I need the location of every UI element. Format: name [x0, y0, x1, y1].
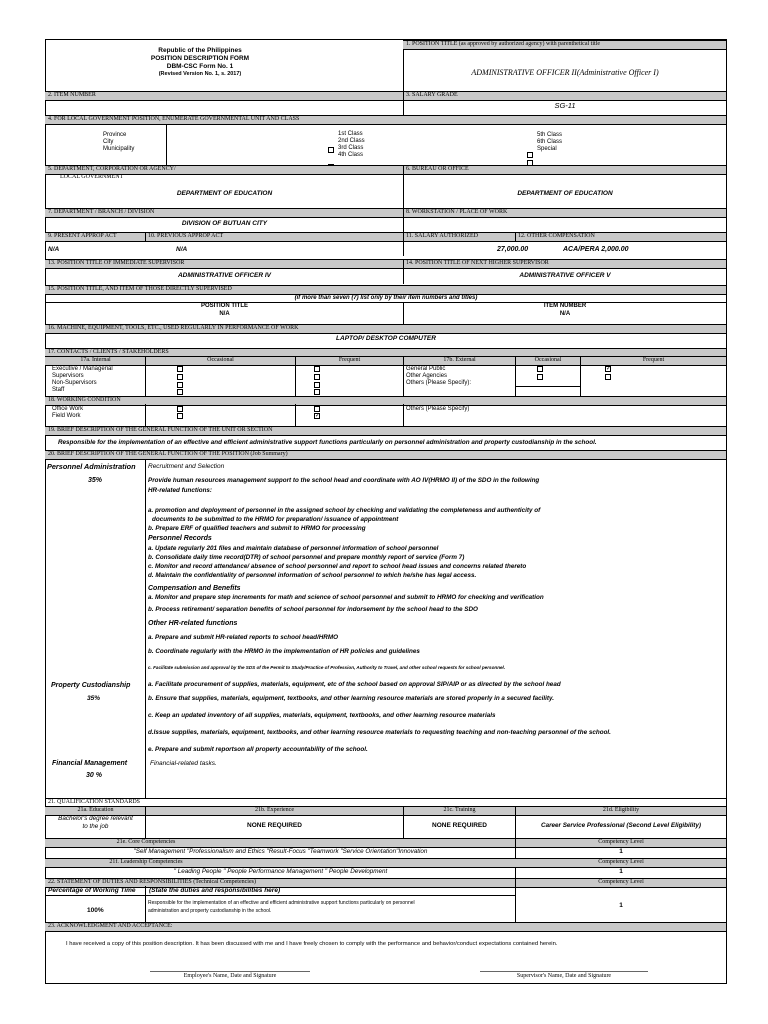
divider	[45, 895, 515, 896]
experience-header: 21b. Experience	[255, 807, 294, 813]
contact-executive: Executive / Managerial	[52, 366, 113, 372]
core-level-value: 1	[619, 848, 623, 855]
occasional-header-ext: Occasional	[534, 357, 562, 363]
condition-occasional-checkbox[interactable]	[177, 413, 183, 419]
s9-label: 9. PRESENT APPROP ACT	[48, 233, 117, 239]
salary-authorized-value: 27,000.00	[497, 246, 529, 253]
contact-general-public: General Public	[406, 366, 446, 372]
condition-frequent-checkbox[interactable]	[314, 406, 320, 412]
s16-label: 16. MACHINE, EQUIPMENT, TOOLS, ETC., USED REGULARLY IN PERFORMANCE OF WORK	[48, 325, 299, 331]
leadership-competencies-value: " Leading People " People Performance Management " People Development	[173, 868, 388, 875]
republic-label: Republic of the Philippines	[158, 47, 242, 54]
comp-item-b: b. Process retirement/ separation benefits of school personnel for indorsement by the school head to the SDO	[148, 606, 478, 613]
personnel-records-heading: Personnel Records	[148, 535, 212, 542]
occasional-checkbox[interactable]	[177, 374, 183, 380]
s2-band	[45, 91, 726, 101]
class-checkbox[interactable]	[328, 147, 334, 153]
class-3rd: 3rd Class	[338, 145, 364, 151]
education-value: Bachelor's degree relevant	[58, 815, 133, 822]
divider	[403, 404, 404, 426]
s6-label: 6. BUREAU OR OFFICE	[406, 166, 469, 172]
unit-city: City	[103, 139, 114, 145]
recruit-item-a2: documents to be submitted to the HRMO for preparation/ issuance of appointment	[152, 516, 399, 523]
ext-frequent-checkbox-checked[interactable]: ✓	[606, 366, 612, 372]
previous-approp-value: N/A	[176, 246, 188, 253]
salary-grade-value: SG-11	[554, 101, 576, 110]
other-hr-heading: Other HR-related functions	[148, 620, 238, 627]
equipment-value: LAPTOP/ DESKTOP COMPUTER	[336, 335, 436, 342]
occasional-checkbox[interactable]	[177, 382, 183, 388]
s22-level-header: Competency Level	[598, 879, 644, 885]
s3-label: 3. SALARY GRADE	[406, 92, 458, 98]
records-item-d: d. Maintain the confidentiality of personnel information of school personnel to which he/she has legal access.	[148, 572, 477, 579]
s15-label: 15. POSITION TITLE, AND ITEM OF THOSE DIRECTLY SUPERVISED	[48, 286, 232, 292]
present-approp-value: N/A	[48, 246, 60, 253]
internal-header: 17a. Internal	[80, 357, 111, 363]
comp-item-a: a. Monitor and prepare step increments for math and science of school personnel and submit to HRMO for checking and verification	[148, 594, 544, 601]
financial-text: Financial-related tasks.	[150, 760, 217, 767]
records-item-b: b. Consolidate daily time record(DTR) of school personnel and prepare monthly report of service (Form 7)	[148, 554, 465, 561]
education-value-2: to the job	[82, 823, 109, 830]
class-1st: 1st Class	[338, 131, 363, 137]
divider	[515, 878, 516, 922]
s18-label: 18. WORKING CONDITION	[48, 397, 121, 403]
leadership-level-header: Competency Level	[598, 859, 644, 865]
property-custodianship-title: Property Custodianship	[51, 682, 131, 689]
class-checkbox[interactable]	[527, 152, 533, 158]
personnel-admin-percent: 35%	[88, 477, 103, 484]
class-2nd: 2nd Class	[338, 138, 365, 144]
core-header: 21e. Core Competencies	[116, 839, 176, 845]
s15-note: (if more than seven (7) list only by their item numbers and titles)	[294, 295, 478, 301]
bureau-value: DEPARTMENT OF EDUCATION	[517, 190, 613, 197]
acknowledgment-text: I have received a copy of this position description. It has been discussed with me and I have freely chosen to comply with the performance and behavior/conduct expectations contained herein.	[66, 941, 558, 947]
frequent-checkbox[interactable]	[314, 382, 320, 388]
duty-line-2: administration and property custodianship in the school.	[148, 908, 272, 914]
divider	[145, 404, 146, 426]
frequent-checkbox[interactable]	[314, 389, 320, 395]
s19-label: 19. BRIEF DESCRIPTION OF THE GENERAL FUNCTION OF THE UNIT OR SECTION	[48, 427, 273, 433]
duties-header: (State the duties and responsibilities here)	[149, 887, 281, 894]
leadership-header: 21f. Leadership Competencies	[109, 859, 183, 865]
divider	[145, 886, 146, 922]
frequent-header-ext: Frequent	[642, 357, 665, 363]
working-time-header: Percentage of Working Time	[48, 887, 136, 894]
s23-label: 23. ACKNOWLEDGMENT AND ACCEPTANCE:	[48, 923, 173, 929]
class-5th: 5th Class	[537, 132, 563, 138]
records-item-a: a. Update regularly 201 files and maintain database of personnel information of school personnel	[148, 545, 439, 552]
divider	[166, 125, 167, 165]
external-header: 17b. External	[443, 357, 476, 363]
divider	[295, 404, 296, 426]
records-item-c: c. Monitor and record attendance/ absence of school personnel and report to school head issues and concerns related thereto	[148, 563, 527, 570]
frequent-checkbox[interactable]	[314, 366, 320, 372]
property-item-d: d.Issue supplies, materials, equipment, textbooks, and other learning resource materials to requesting teaching and non-teaching personnel of the school.	[148, 729, 611, 736]
other-compensation-value: ACA/PERA 2,000.00	[563, 246, 629, 253]
working-time-value: 100%	[87, 907, 104, 914]
recruit-item-a: a. promotion and deployment of personnel in the assigned school by checking and validating the completeness and authenticity of	[148, 507, 541, 514]
unit-municipality: Municipality	[103, 146, 135, 152]
form-number: DBM-CSC Form No. 1	[166, 63, 234, 70]
other-hr-item-b: b. Coordinate regularly with the HRMO in the implementation of HR policies and guidelines	[148, 648, 420, 655]
s5-label2: LOCAL GOVERNMENT	[60, 174, 124, 180]
condition-occasional-checkbox[interactable]	[177, 406, 183, 412]
contact-other-agencies: Other Agencies	[406, 373, 448, 379]
pa-intro-1: Provide human resources management support to the school head and coordinate with AO IV(HRMO II) of the SDO in the following	[148, 477, 540, 484]
other-hr-item-c: c. Facilitate submission and approval by the SDS of the Permit to Study/Practice of Profession, Authority to Travel, and other school requests for school personnel.	[148, 665, 506, 670]
occasional-checkbox[interactable]	[177, 389, 183, 395]
eligibility-header: 21d. Eligibility	[602, 807, 640, 813]
property-item-a: a. Facilitate procurement of supplies, materials, equipment, etc of the school based on approval SIP/AIP or as directed by the school head	[148, 681, 561, 688]
financial-management-title: Financial Management	[52, 760, 128, 767]
divider	[45, 798, 726, 799]
divider	[516, 386, 580, 387]
s13-label: 13. POSITION TITLE OF IMMEDIATE SUPERVISOR	[48, 260, 185, 266]
unit-province: Province	[103, 132, 127, 138]
contact-supervisors: Supervisors	[52, 373, 84, 379]
s8-label: 8. WORKSTATION / PLACE OF WORK	[406, 209, 508, 215]
property-item-e: e. Prepare and submit reportson all property accountability of the school.	[148, 746, 368, 753]
recruitment-heading: Recruitment and Selection	[148, 463, 225, 470]
core-competencies-value: "Self Management "Professionalism and Ethics "Result-Focus "Teamwork "Service Orientation"Innovation	[133, 848, 428, 855]
occasional-header: Occasional	[207, 357, 234, 363]
class-4th: 4th Class	[338, 152, 364, 158]
col-position-title: POSITION TITLE	[200, 303, 248, 309]
col-item-number: ITEM NUMBER	[543, 303, 587, 309]
form-title: POSITION DESCRIPTION FORM	[150, 55, 250, 62]
financial-management-percent: 30 %	[86, 772, 102, 779]
s17-label: 17. CONTACTS / CLIENTS / STAKEHOLDERS	[48, 349, 169, 355]
condition-office-work: Office Work	[52, 406, 84, 412]
form-revision: (Revised Version No. 1, s. 2017)	[158, 71, 242, 77]
class-6th: 6th Class	[537, 139, 563, 145]
core-level-header: Competency Level	[598, 839, 644, 845]
s21-label: 21. QUALIFICATION STANDARDS	[48, 799, 141, 805]
occasional-checkbox[interactable]	[177, 366, 183, 372]
other-hr-item-a: a. Prepare and submit HR-related reports to school head/HRMO	[148, 634, 338, 641]
divider	[145, 232, 146, 242]
duty-line-1: Responsible for the implementation of an effective and efficient administrative support functions particularly on personnel	[148, 900, 415, 906]
s2-label: 2. ITEM NUMBER	[48, 92, 96, 98]
s12-label: 12. OTHER COMPENSATION	[518, 233, 595, 239]
compensation-heading: Compensation and Benefits	[148, 585, 241, 592]
class-special: Special	[537, 146, 557, 152]
personnel-admin-title: Personnel Administration	[47, 462, 136, 471]
employee-signature-label: Employee's Name, Date and Signature	[183, 973, 277, 979]
unit-function-value: Responsible for the implementation of an effective and efficient administrative support functions particularly on personnel administration and property custodianship in the school.	[58, 439, 597, 446]
immediate-supervisor-value: ADMINISTRATIVE OFFICER IV	[177, 272, 272, 279]
s14-label: 14. POSITION TITLE OF NEXT HIGHER SUPERVISOR	[406, 260, 549, 266]
supervised-item-value: N/A	[559, 311, 571, 317]
pa-intro-2: HR-related functions:	[148, 487, 213, 494]
s18-band	[45, 396, 726, 406]
leadership-level-value: 1	[619, 868, 623, 875]
duty-level-value: 1	[619, 902, 623, 909]
contact-others: Others (Please Specify):	[406, 380, 472, 386]
property-item-b: b. Ensure that supplies, materials, equipment, textbooks, and other learning resource materials are stored properly in a secured facility.	[148, 695, 555, 702]
s4-label: 4. FOR LOCAL GOVERNMENT POSITION, ENUMERATE GOVERNMENTAL UNIT AND CLASS	[48, 116, 300, 122]
position-title-value: ADMINISTRATIVE OFFICER II(Administrative Officer I)	[471, 68, 659, 77]
condition-field-work: Field Work	[52, 413, 81, 419]
divider	[403, 208, 404, 232]
s22-label: 22. STATEMENT OF DUTIES AND RESPONSIBILITIES (Technical Competencies)	[48, 879, 256, 885]
frequent-checkbox[interactable]	[314, 374, 320, 380]
frame-right	[726, 39, 727, 984]
s20-label: 20. BRIEF DESCRIPTION OF THE GENERAL FUNCTION OF THE POSITION (Job Summary)	[48, 451, 288, 457]
contact-staff: Staff	[52, 387, 65, 393]
frame-bottom	[45, 983, 727, 984]
s1-label: 1. POSITION TITLE (as approved by authorized agency) with parenthetical title	[406, 41, 600, 47]
condition-others: Others (Please Specify)	[406, 406, 470, 412]
training-value: NONE REQUIRED	[432, 822, 487, 829]
s11-label: 11. SALARY AUTHORIZED	[406, 233, 479, 239]
property-item-c: c. Keep an updated inventory of all supplies, materials, equipment, textbooks, and other learning resource materials	[148, 712, 496, 719]
frequent-header: Frequent	[338, 357, 361, 363]
condition-frequent-checkbox-checked[interactable]: ✓	[315, 413, 321, 419]
divider	[145, 460, 146, 798]
education-header: 21a. Education	[77, 807, 114, 813]
ext-occasional-checkbox[interactable]	[537, 374, 543, 380]
divider	[403, 232, 404, 256]
next-supervisor-value: ADMINISTRATIVE OFFICER V	[519, 272, 611, 279]
supervisor-signature-label: Supervisor's Name, Date and Signature	[516, 973, 612, 979]
ext-frequent-checkbox[interactable]	[605, 374, 611, 380]
property-custodianship-percent: 35%	[87, 695, 101, 702]
divider	[515, 232, 516, 242]
divider	[403, 165, 404, 208]
experience-value: NONE REQUIRED	[247, 822, 302, 829]
training-header: 21c. Training	[443, 807, 476, 813]
department-value: DEPARTMENT OF EDUCATION	[176, 190, 273, 197]
s5-label: 5. DEPARTMENT, CORPORATION OR AGENCY/	[48, 166, 176, 172]
ext-occasional-checkbox[interactable]	[537, 366, 543, 372]
s10-label: 10. PREVIOUS APPROP ACT	[148, 233, 224, 239]
recruit-item-b: b. Prepare ERF of qualified teachers and submit to HRMO for processing	[148, 525, 366, 532]
division-value: DIVISION OF BUTUAN CITY	[181, 220, 268, 227]
supervised-title-value: N/A	[219, 311, 230, 317]
s7-label: 7. DEPARTMENT / BRANCH / DIVISION	[48, 209, 155, 215]
contact-non-supervisors: Non-Supervisors	[52, 380, 97, 386]
eligibility-value: Career Service Professional (Second Level Eligibility)	[541, 822, 701, 829]
